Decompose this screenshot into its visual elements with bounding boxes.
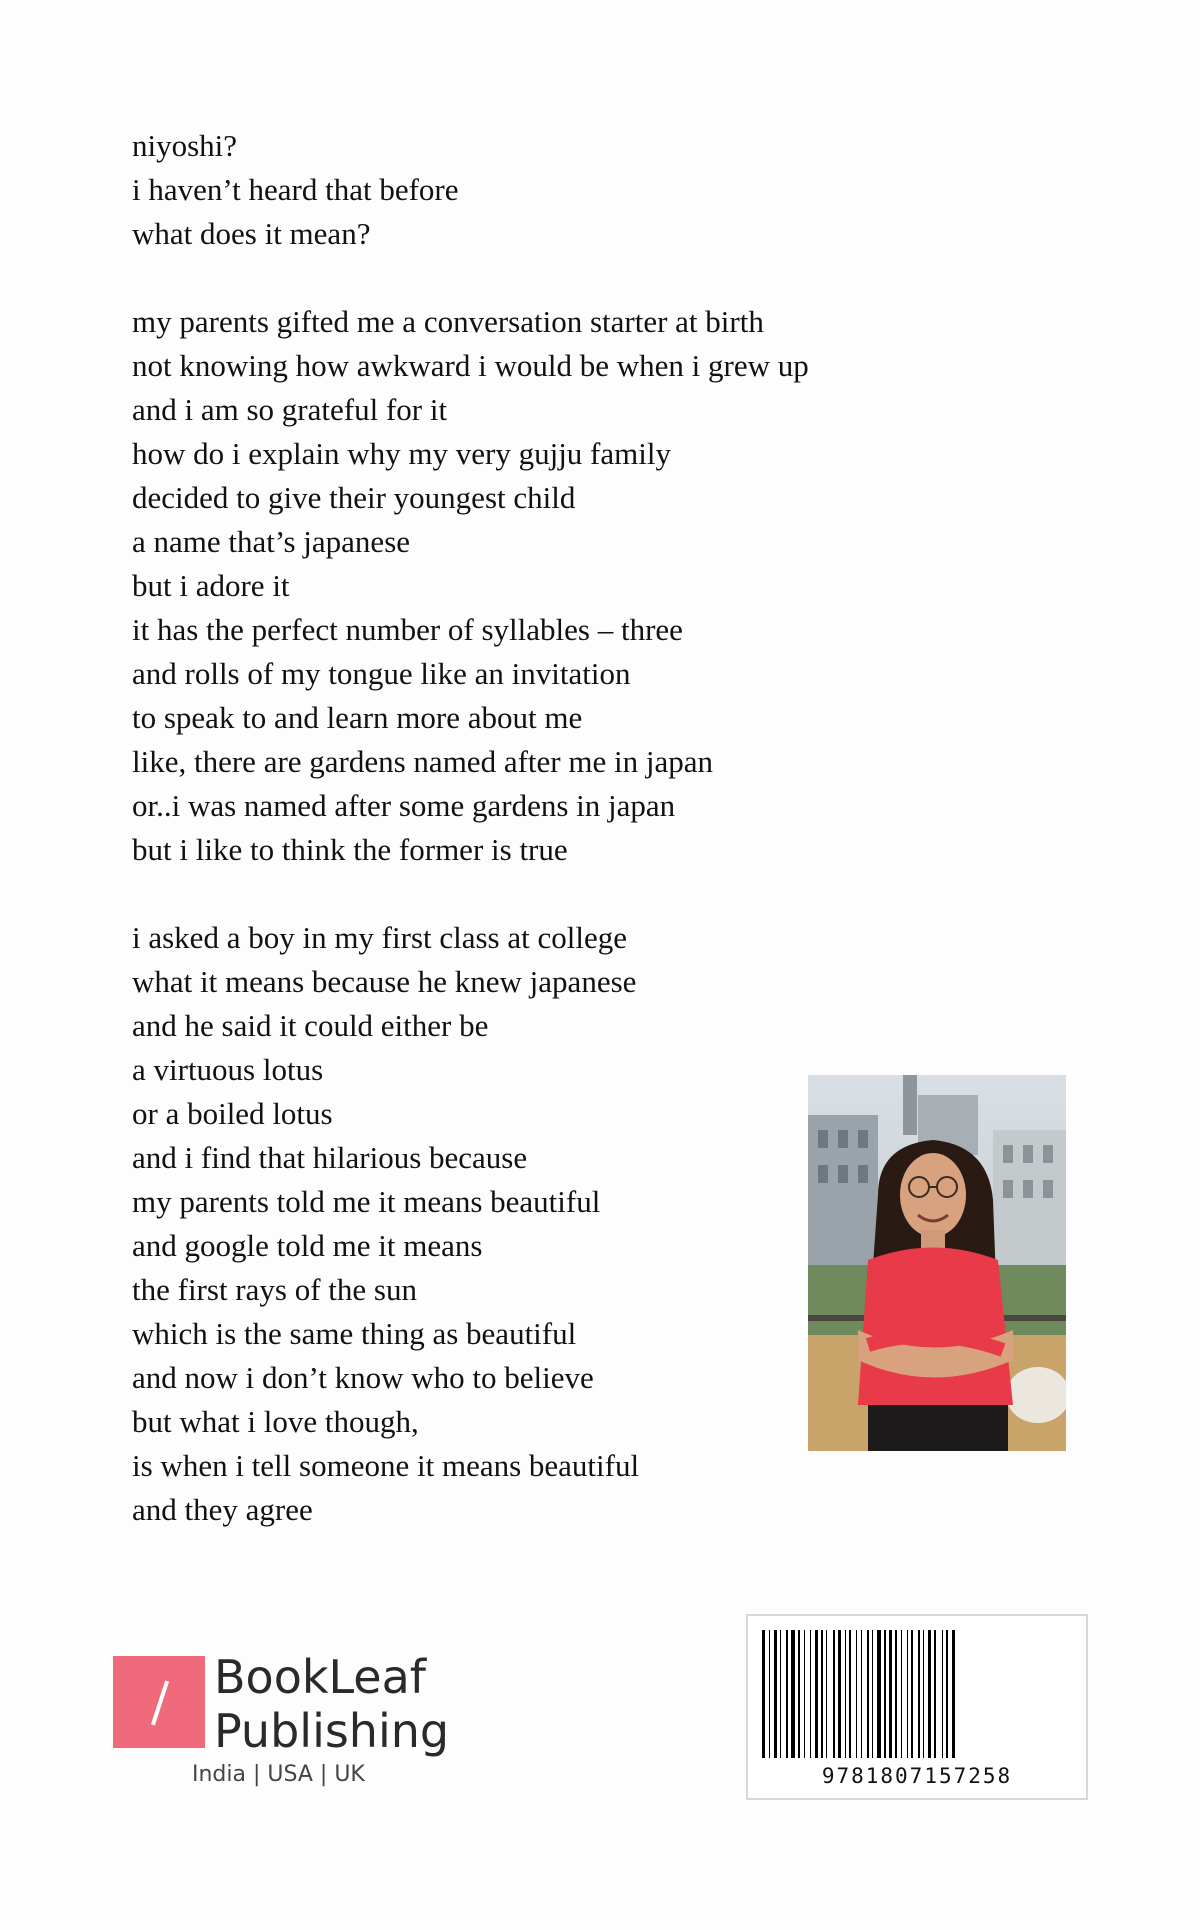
poem-line: but i adore it [132, 568, 290, 603]
barcode-bar [895, 1630, 897, 1758]
barcode-bar [849, 1630, 851, 1758]
barcode-bar [889, 1630, 892, 1758]
poem-line: or..i was named after some gardens in japan [132, 788, 676, 823]
barcode-bar [791, 1630, 795, 1758]
poem-stanza [132, 124, 872, 256]
barcode-bar [804, 1630, 805, 1758]
poem-line: and now i don’t know who to believe [132, 1360, 594, 1395]
barcode-bar [884, 1630, 886, 1758]
barcode-bar [867, 1630, 869, 1758]
poem-line: and google told me it means [132, 1228, 483, 1263]
poem [132, 124, 872, 1576]
barcode-bar [762, 1630, 765, 1758]
barcode-bar [901, 1630, 902, 1758]
poem-line: a name that’s japanese [132, 524, 411, 559]
poem-line: i asked a boy in my first class at college [132, 920, 628, 955]
barcode-bar [826, 1630, 827, 1758]
isbn-number: 9781807157258 [821, 1764, 1013, 1788]
barcode-bar [845, 1630, 846, 1758]
barcode-bar [918, 1630, 920, 1758]
poem-line: it has the perfect number of syllables – three [132, 612, 683, 647]
barcode-bar [861, 1630, 862, 1758]
poem-line: my parents gifted me a conversation starter at birth [132, 304, 764, 339]
poem-line: decided to give their youngest child [132, 480, 576, 515]
barcode-bar [821, 1630, 823, 1758]
author-photo-image [808, 1075, 1066, 1451]
poem-line: but what i love though, [132, 1404, 419, 1439]
barcode-bar [780, 1630, 781, 1758]
poem-line: and i am so grateful for it [132, 392, 448, 427]
barcode-bar [786, 1630, 788, 1758]
publisher-logo-mark [113, 1656, 205, 1748]
barcode-bar [923, 1630, 924, 1758]
poem-line: to speak to and learn more about me [132, 700, 583, 735]
barcode-bar [907, 1630, 908, 1758]
poem-line: niyoshi? [132, 128, 238, 163]
poem-line: like, there are gardens named after me in japan [132, 744, 713, 779]
poem-stanza [132, 300, 872, 872]
barcode-bar [952, 1630, 955, 1758]
author-photo [808, 1075, 1066, 1451]
poem-line: which is the same thing as beautiful [132, 1316, 577, 1351]
publisher-name-line2: Publishing [214, 1704, 450, 1758]
poem-line: i haven’t heard that before [132, 172, 459, 207]
barcode-bar [856, 1630, 857, 1758]
barcode-bar [872, 1630, 873, 1758]
barcode-bar [946, 1630, 948, 1758]
barcode-bar [911, 1630, 913, 1758]
barcode-bar [798, 1630, 800, 1758]
barcode-bar [833, 1630, 835, 1758]
poem-line: what it means because he knew japanese [132, 964, 637, 999]
barcode-bar [769, 1630, 770, 1758]
barcode-bars [762, 1630, 1076, 1758]
barcode-bar [877, 1630, 881, 1758]
poem-line: is when i tell someone it means beautiful [132, 1448, 640, 1483]
barcode-bar [838, 1630, 841, 1758]
poem-line: but i like to think the former is true [132, 832, 568, 867]
barcode-bar [942, 1630, 943, 1758]
publisher-regions: India | USA | UK [192, 1762, 365, 1787]
poem-line: not knowing how awkward i would be when i grew up [132, 348, 809, 383]
barcode-bar [934, 1630, 936, 1758]
publisher-name [214, 1650, 449, 1758]
poem-line: how do i explain why my very gujju family [132, 436, 671, 471]
poem-line: and i find that hilarious because [132, 1140, 528, 1175]
publisher-logo [113, 1650, 473, 1790]
barcode-bar [810, 1630, 811, 1758]
poem-line: a virtuous lotus [132, 1052, 324, 1087]
poem-stanza [132, 916, 872, 1532]
barcode-bar [815, 1630, 818, 1758]
barcode-bar [774, 1630, 777, 1758]
poem-line: my parents told me it means beautiful [132, 1184, 601, 1219]
publisher-name-line1: BookLeaf [214, 1650, 426, 1704]
poem-line: or a boiled lotus [132, 1096, 333, 1131]
poem-line: and rolls of my tongue like an invitation [132, 656, 631, 691]
barcode-bar [928, 1630, 931, 1758]
poem-line: the first rays of the sun [132, 1272, 417, 1307]
isbn-barcode [746, 1614, 1088, 1800]
poem-line: and they agree [132, 1492, 313, 1527]
poem-line: and he said it could either be [132, 1008, 489, 1043]
poem-line: what does it mean? [132, 216, 371, 251]
